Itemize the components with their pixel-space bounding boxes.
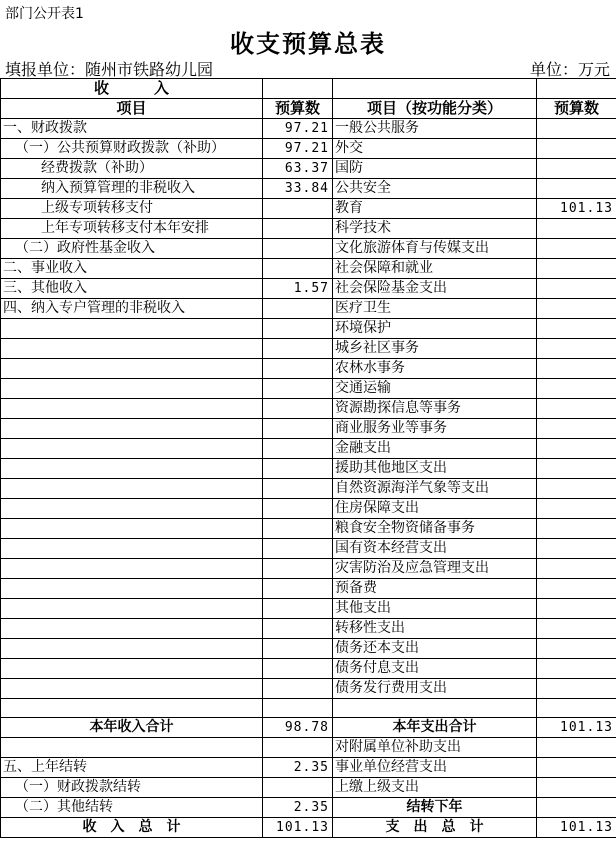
income-item: 上级专项转移支付 bbox=[1, 199, 263, 219]
table-row bbox=[1, 599, 616, 619]
col-item-func: 项目（按功能分类） bbox=[333, 99, 537, 119]
income-value bbox=[263, 519, 333, 539]
income-value: 97.21 bbox=[263, 119, 333, 139]
reporting-unit: 填报单位：随州市铁路幼儿园 bbox=[5, 60, 214, 79]
expense-value bbox=[537, 639, 616, 659]
income-value bbox=[263, 639, 333, 659]
expense-value bbox=[537, 439, 616, 459]
expense-value bbox=[537, 219, 616, 239]
expense-item bbox=[333, 699, 537, 718]
expense-value bbox=[537, 359, 616, 379]
expense-value bbox=[537, 499, 616, 519]
income-item bbox=[1, 699, 263, 718]
income-item: 五、上年结转 bbox=[1, 758, 263, 778]
expense-value bbox=[537, 399, 616, 419]
table-row bbox=[1, 359, 616, 379]
expense-value bbox=[537, 379, 616, 399]
income-value bbox=[263, 539, 333, 559]
expense-item: 上缴上级支出 bbox=[333, 778, 537, 798]
income-item bbox=[1, 619, 263, 639]
table-row bbox=[1, 279, 616, 299]
expense-item: 其他支出 bbox=[333, 599, 537, 619]
grand-income-value: 101.13 bbox=[263, 818, 333, 838]
income-value bbox=[263, 659, 333, 679]
income-value bbox=[263, 239, 333, 259]
expense-value bbox=[537, 299, 616, 319]
table-row bbox=[1, 579, 616, 599]
expense-value bbox=[537, 159, 616, 179]
budget-table bbox=[0, 78, 616, 838]
expense-item: 农林水事务 bbox=[333, 359, 537, 379]
income-item bbox=[1, 419, 263, 439]
table-row bbox=[1, 319, 616, 339]
income-item bbox=[1, 579, 263, 599]
income-item bbox=[1, 679, 263, 699]
expense-item: 社会保障和就业 bbox=[333, 259, 537, 279]
expense-item: 国有资本经营支出 bbox=[333, 539, 537, 559]
table-row bbox=[1, 499, 616, 519]
income-item bbox=[1, 379, 263, 399]
income-item bbox=[1, 459, 263, 479]
page-title: 收支预算总表 bbox=[230, 29, 386, 58]
expense-item: 科学技术 bbox=[333, 219, 537, 239]
section-header-row bbox=[1, 79, 616, 99]
expense-item: 城乡社区事务 bbox=[333, 339, 537, 359]
income-value: 1.57 bbox=[263, 279, 333, 299]
table-row bbox=[1, 179, 616, 199]
expense-item: 医疗卫生 bbox=[333, 299, 537, 319]
income-item bbox=[1, 639, 263, 659]
income-value bbox=[263, 599, 333, 619]
income-value bbox=[263, 459, 333, 479]
income-item bbox=[1, 599, 263, 619]
expense-item: 住房保障支出 bbox=[333, 499, 537, 519]
income-item bbox=[1, 519, 263, 539]
income-item: 二、事业收入 bbox=[1, 259, 263, 279]
table-row bbox=[1, 639, 616, 659]
section-income-label: 收 入 bbox=[1, 79, 263, 99]
table-row bbox=[1, 419, 616, 439]
income-item: （一）公共预算财政拨款（补助） bbox=[1, 139, 263, 159]
income-item bbox=[1, 339, 263, 359]
expense-value bbox=[537, 519, 616, 539]
table-row bbox=[1, 738, 616, 758]
expense-value bbox=[537, 579, 616, 599]
table-row bbox=[1, 239, 616, 259]
income-value bbox=[263, 738, 333, 758]
income-value bbox=[263, 679, 333, 699]
expense-value bbox=[537, 539, 616, 559]
table-row bbox=[1, 479, 616, 499]
income-item bbox=[1, 399, 263, 419]
income-value: 2.35 bbox=[263, 758, 333, 778]
currency-unit: 单位：万元 bbox=[529, 60, 610, 79]
income-value bbox=[263, 399, 333, 419]
expense-item: 商业服务业等事务 bbox=[333, 419, 537, 439]
expense-item: 交通运输 bbox=[333, 379, 537, 399]
income-value bbox=[263, 339, 333, 359]
expense-item: 外交 bbox=[333, 139, 537, 159]
expense-value bbox=[537, 319, 616, 339]
income-item bbox=[1, 559, 263, 579]
income-item: 经费拨款（补助） bbox=[1, 159, 263, 179]
income-value bbox=[263, 419, 333, 439]
table-row bbox=[1, 199, 616, 219]
expense-item: 灾害防治及应急管理支出 bbox=[333, 559, 537, 579]
expense-value bbox=[537, 778, 616, 798]
expense-total-value: 101.13 bbox=[537, 718, 616, 738]
income-item bbox=[1, 659, 263, 679]
income-total-label: 本年收入合计 bbox=[1, 718, 263, 738]
table-row bbox=[1, 519, 616, 539]
expense-value bbox=[537, 679, 616, 699]
expense-item: 环境保护 bbox=[333, 319, 537, 339]
expense-value bbox=[537, 419, 616, 439]
expense-value bbox=[537, 179, 616, 199]
table-tag: 部门公开表1 bbox=[5, 6, 84, 22]
table-row bbox=[1, 119, 616, 139]
expense-item: 转移性支出 bbox=[333, 619, 537, 639]
income-value: 2.35 bbox=[263, 798, 333, 818]
income-item bbox=[1, 479, 263, 499]
table-row bbox=[1, 399, 616, 419]
table-row bbox=[1, 219, 616, 239]
col-budget-2: 预算数 bbox=[537, 99, 616, 119]
table-row bbox=[1, 699, 616, 718]
income-value bbox=[263, 699, 333, 718]
expense-item: 国防 bbox=[333, 159, 537, 179]
expense-value bbox=[537, 619, 616, 639]
col-budget: 预算数 bbox=[263, 99, 333, 119]
income-item: （二）政府性基金收入 bbox=[1, 239, 263, 259]
expense-item: 一般公共服务 bbox=[333, 119, 537, 139]
expense-value bbox=[537, 339, 616, 359]
expense-value bbox=[537, 459, 616, 479]
expense-value bbox=[537, 758, 616, 778]
expense-value bbox=[537, 559, 616, 579]
income-value bbox=[263, 259, 333, 279]
expense-item: 援助其他地区支出 bbox=[333, 459, 537, 479]
income-item: 纳入预算管理的非税收入 bbox=[1, 179, 263, 199]
expense-item: 金融支出 bbox=[333, 439, 537, 459]
income-item: 四、纳入专户管理的非税收入 bbox=[1, 299, 263, 319]
expense-value bbox=[537, 239, 616, 259]
income-value bbox=[263, 778, 333, 798]
income-value bbox=[263, 319, 333, 339]
income-item: 三、其他收入 bbox=[1, 279, 263, 299]
expense-value bbox=[537, 279, 616, 299]
income-value: 63.37 bbox=[263, 159, 333, 179]
income-item bbox=[1, 359, 263, 379]
grand-expense-label: 支 出 总 计 bbox=[333, 818, 537, 838]
expense-item: 预备费 bbox=[333, 579, 537, 599]
expense-value bbox=[537, 119, 616, 139]
expense-item: 资源勘探信息等事务 bbox=[333, 399, 537, 419]
expense-item: 教育 bbox=[333, 199, 537, 219]
income-value: 97.21 bbox=[263, 139, 333, 159]
expense-item: 粮食安全物资储备事务 bbox=[333, 519, 537, 539]
expense-item: 债务付息支出 bbox=[333, 659, 537, 679]
income-item: 一、财政拨款 bbox=[1, 119, 263, 139]
expense-value bbox=[537, 139, 616, 159]
grand-expense-value: 101.13 bbox=[537, 818, 616, 838]
income-total-value: 98.78 bbox=[263, 718, 333, 738]
table-row bbox=[1, 139, 616, 159]
grand-income-label: 收 入 总 计 bbox=[1, 818, 263, 838]
table-row bbox=[1, 539, 616, 559]
expense-item: 自然资源海洋气象等支出 bbox=[333, 479, 537, 499]
grand-total-row bbox=[1, 818, 616, 838]
income-value: 33.84 bbox=[263, 179, 333, 199]
income-item bbox=[1, 499, 263, 519]
income-value bbox=[263, 479, 333, 499]
income-item bbox=[1, 539, 263, 559]
income-value bbox=[263, 499, 333, 519]
income-item: （一）财政拨款结转 bbox=[1, 778, 263, 798]
expense-item: 对附属单位补助支出 bbox=[333, 738, 537, 758]
income-value bbox=[263, 559, 333, 579]
income-value bbox=[263, 619, 333, 639]
table-row bbox=[1, 159, 616, 179]
income-item bbox=[1, 319, 263, 339]
table-row bbox=[1, 679, 616, 699]
income-value bbox=[263, 379, 333, 399]
income-item bbox=[1, 738, 263, 758]
table-row bbox=[1, 659, 616, 679]
expense-value bbox=[537, 479, 616, 499]
expense-value bbox=[537, 738, 616, 758]
table-row bbox=[1, 798, 616, 818]
column-header-row bbox=[1, 99, 616, 119]
table-row bbox=[1, 439, 616, 459]
expense-item: 结转下年 bbox=[333, 798, 537, 818]
income-value bbox=[263, 299, 333, 319]
table-row bbox=[1, 459, 616, 479]
income-value bbox=[263, 439, 333, 459]
year-total-row bbox=[1, 718, 616, 738]
expense-value bbox=[537, 699, 616, 718]
table-row bbox=[1, 619, 616, 639]
table-row bbox=[1, 299, 616, 319]
col-item: 项目 bbox=[1, 99, 263, 119]
income-item: 上年专项转移支付本年安排 bbox=[1, 219, 263, 239]
expense-item: 公共安全 bbox=[333, 179, 537, 199]
expense-value bbox=[537, 259, 616, 279]
income-value bbox=[263, 219, 333, 239]
income-item bbox=[1, 439, 263, 459]
expense-item: 债务还本支出 bbox=[333, 639, 537, 659]
income-value bbox=[263, 199, 333, 219]
expense-value bbox=[537, 798, 616, 818]
expense-item: 事业单位经营支出 bbox=[333, 758, 537, 778]
table-row bbox=[1, 339, 616, 359]
table-row bbox=[1, 259, 616, 279]
expense-item: 文化旅游体育与传媒支出 bbox=[333, 239, 537, 259]
expense-value: 101.13 bbox=[537, 199, 616, 219]
expense-total-label: 本年支出合计 bbox=[333, 718, 537, 738]
table-row bbox=[1, 778, 616, 798]
expense-item: 社会保险基金支出 bbox=[333, 279, 537, 299]
expense-value bbox=[537, 599, 616, 619]
income-value bbox=[263, 359, 333, 379]
table-row bbox=[1, 559, 616, 579]
expense-value bbox=[537, 659, 616, 679]
income-item: （二）其他结转 bbox=[1, 798, 263, 818]
income-value bbox=[263, 579, 333, 599]
table-row bbox=[1, 758, 616, 778]
table-row bbox=[1, 379, 616, 399]
expense-item: 债务发行费用支出 bbox=[333, 679, 537, 699]
